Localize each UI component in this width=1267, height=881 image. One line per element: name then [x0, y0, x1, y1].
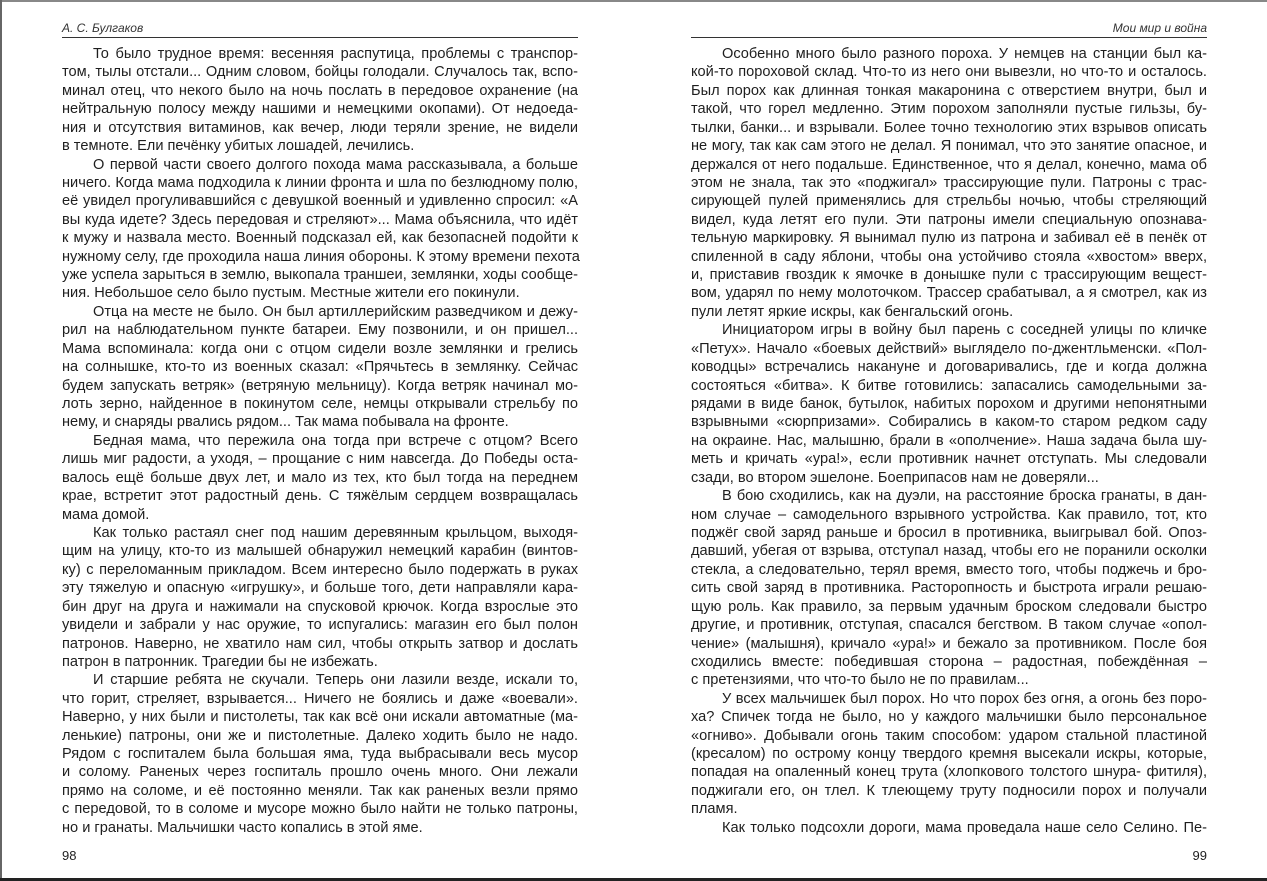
- text-line: ха? Спичек тогда не было, но у каждого мальчишки было персональное: [691, 709, 1207, 726]
- text-line: эту тяжелую и опасную «игрушку», и больше того, дети направляли кара-: [62, 580, 578, 597]
- text-line: щим на улицу, кто-то из малышей обнаружил немецкий карабин (винтов-: [62, 543, 578, 560]
- text-line: такой, что горел медленно. Этим порохом заполняли пустые гильзы, бу-: [691, 101, 1207, 118]
- text-line: сзади, во втором эшелоне. Боеприпасов нам не доверяли...: [691, 469, 1099, 486]
- text-line: ном случае – самодельного взрывного устройства. Как правило, тот, кто: [691, 506, 1207, 523]
- text-line: в темноте. Ели печёнку убитых лошадей, лечились.: [62, 138, 415, 155]
- text-line: сирующей пулей применялись для стрельбы ночью, чтобы стреляющий: [691, 193, 1207, 210]
- text-line: ния и отсутствия витаминов, как вечер, люди теряли зрение, не видели: [62, 119, 578, 136]
- text-line: и, приставив гвоздик к ямочке в донышке пули с трассирующим вещест-: [691, 267, 1207, 284]
- text-line: вы куда идете? Здесь передовая и стреляют»... Мама объяснила, что идёт: [62, 211, 578, 228]
- page-frame-left: [0, 0, 2, 881]
- text-line: ничего. Когда мама подходила к линии фронта и шла по безлюдному полю,: [62, 174, 578, 191]
- text-line: с передовой, то в соломе и мусоре можно было найти не только патроны,: [62, 801, 578, 818]
- running-head-author: А. С. Булгаков: [62, 21, 144, 35]
- text-line: попадая на опаленный конец трута (хлопкового толстого шнура- фитиля),: [691, 764, 1207, 781]
- header-rule: [62, 37, 578, 38]
- text-line: спиленной в саду яблони, чтобы она устойчиво стояла «хвостом» вверх,: [691, 248, 1207, 265]
- text-line: Мама вспоминала: когда они с отцом сидели возле землянки и грелись: [62, 340, 578, 357]
- text-line: валось ещё больше двух лет, и мало из тех, кто был тогда на переднем: [62, 469, 578, 486]
- text-line: лишь миг радости, а уходя, – прощание с ним навсегда. До Победы оста-: [62, 451, 578, 468]
- text-line: уже успела зарыться в землю, выкопала траншеи, землянки, ходы сообще-: [62, 267, 578, 284]
- text-line: (кресалом) по острому концу твердого кремня высекали искры, которые,: [691, 746, 1207, 763]
- text-line: меть и кричать «ура!», если противник начнет отступать. Мы следовали: [691, 451, 1207, 468]
- text-line: рядами в виде банок, бутылок, набитых порохом и другими непонятными: [691, 396, 1207, 413]
- running-head-title: Мои мир и война: [1112, 21, 1207, 35]
- text-line: пули летят яркие искры, как бенгальский огонь.: [691, 303, 1014, 320]
- paragraph: [62, 45, 578, 156]
- text-line: лоть зерно, найденное в покинутом селе, немцы открывали стрельбу по: [62, 396, 578, 413]
- right-page: [691, 0, 1207, 881]
- text-line: минал отец, что некого было на ночь послать в передовое охранение (на: [62, 82, 578, 99]
- page-number: 99: [1192, 848, 1207, 863]
- paragraph: [62, 303, 578, 432]
- left-page: [62, 0, 578, 881]
- text-line: Рядом с госпиталем была большая яма, туда выбрасывали весь мусор: [62, 746, 578, 763]
- text-line: с претензиями, что что-то было не по правилам...: [691, 672, 1029, 689]
- text-line: кой-то пороховой склад. Что-то из него они вывезли, но что-то и осталось.: [691, 64, 1207, 81]
- text-line: «огниво». Добывали огонь таким способом: ударом стальной пластиной: [691, 727, 1207, 744]
- text-line: но и гранаты. Мальчишки часто копались в этой яме.: [62, 819, 423, 836]
- text-line: рил на наблюдательном пункте батареи. Ему позвонили, и он пришел...: [62, 322, 578, 339]
- text-line: крае, встретит этот радостный день. С тяжёлым сердцем возвращалась: [62, 488, 578, 505]
- paragraph: [691, 321, 1207, 487]
- text-line: давший, убегая от взрыва, отступал назад, чтобы его не поранили осколки: [691, 543, 1207, 560]
- page-body: [691, 45, 1207, 837]
- text-line: стекла, а следовательно, терял время, вместо того, чтобы поджечь и бро-: [691, 561, 1207, 578]
- text-line: поджёг свой заряд раньше и бросил в противника, выигрывал бой. Опоз-: [691, 524, 1207, 541]
- text-line: её увидел прогуливавшийся с девушкой военный и удивленно спросил: «А: [62, 193, 578, 210]
- text-line: Отца на месте не было. Он был артиллерийским разведчиком и дежу-: [93, 303, 578, 320]
- text-line: Был порох как длинная тонкая макаронина с отверстием внутри, был и: [691, 82, 1207, 99]
- text-line: этом не знала, так это «поджигал» трассирующие пули. Патроны с трас-: [691, 174, 1207, 191]
- text-line: сходились вместе: победившая сторона – радостная, побеждённая –: [691, 653, 1207, 670]
- text-line: нему, и снаряды рвались рядом... Так мама побывала на фронте.: [62, 414, 509, 431]
- text-line: ководцы» встречались накануне и договаривались, где и когда должна: [691, 359, 1207, 376]
- text-line: патрон в патронник. Трагедии бы не избежать.: [62, 653, 378, 670]
- text-line: нейтральную полосу между нашими и немецкими окопами). От недоеда-: [62, 101, 578, 118]
- paragraph: [691, 690, 1207, 819]
- text-line: видел, куда летят его пули. Эти патроны имели специальную опознава-: [691, 211, 1207, 228]
- paragraph: [62, 671, 578, 837]
- text-line: поджигали его, он тлел. К тлеющему труту подносили порох и получали: [691, 782, 1207, 799]
- text-line: к мужу и назвала место. Военный подсказал ей, как безопасней подойти к: [62, 230, 578, 247]
- paragraph: [62, 432, 578, 524]
- text-line: взрывными «сюрпризами». Собирались в каком-то старом редком саду: [691, 414, 1207, 431]
- text-line: не могу, так как сам этого не делал. Я понимал, что это занятие опасное, и: [691, 138, 1207, 155]
- text-line: другие, и противник, отступая, спасался бегством. В таком случае «опол-: [691, 617, 1207, 634]
- text-line: Бедная мама, что пережила она тогда при встрече с отцом? Всего: [93, 432, 578, 449]
- text-line: И старшие ребята не скучали. Теперь они лазили везде, искали то,: [93, 672, 578, 689]
- text-line: нужному селу, где проходила наша линия обороны. К этому времени пехота: [62, 248, 580, 265]
- text-line: что горит, стреляет, взрывается... Ничего не боялись и даже «воевали».: [62, 690, 578, 707]
- text-line: на солнышке, кто-то из военных сказал: «Прячьтесь в землянку. Сейчас: [62, 359, 578, 376]
- text-line: тельную маркировку. Я вынимал пулю из патрона и забивал её в пенёк от: [691, 230, 1207, 247]
- text-line: ленькие) патроны, они же и пистолетные. Далеко ходить было не надо.: [62, 727, 578, 744]
- header-rule: [691, 37, 1207, 38]
- paragraph: [62, 524, 578, 671]
- paragraph: [691, 45, 1207, 321]
- text-line: бин друг на друга и нажимали на спусковой крючок. Когда взрослые это: [62, 598, 578, 615]
- text-line: ку) с переломанным прикладом. Всем интересно было подержать в руках: [62, 561, 578, 578]
- text-line: держался от него подальше. Единственное, что я делал, конечно, мама об: [691, 156, 1207, 173]
- text-line: том, тылы отстали... Одним словом, бойцы голодали. Случалось так, вспо-: [62, 64, 578, 81]
- text-line: состояться «битва». К битве готовились: запасались самодельными за-: [691, 377, 1207, 394]
- page-body: [62, 45, 578, 837]
- text-line: Инициатором игры в войну был парень с соседней улицы по кличке: [722, 322, 1207, 339]
- text-line: пламя.: [691, 801, 738, 818]
- text-line: То было трудное время: весенняя распутица, проблемы с транспор-: [93, 46, 578, 62]
- text-line: Как только подсохли дороги, мама проведала наше село Селино. Пе-: [722, 819, 1207, 836]
- text-line: сить свой заряд в противника. Расторопность и быстрота играли решаю-: [691, 580, 1207, 597]
- text-line: О первой части своего долгого похода мама рассказывала, а больше: [93, 156, 578, 173]
- text-line: мама домой.: [62, 506, 150, 523]
- text-line: будем запускать ветряк» (ветряную мельницу). Когда ветряк начинал мо-: [62, 377, 578, 394]
- text-line: щую роль. Как правило, за первым удачным броском следовали быстро: [691, 598, 1207, 615]
- text-line: на окраине. Нас, малышню, брали в «ополчение». Наша задача была шу-: [691, 432, 1207, 449]
- paragraph: [62, 156, 578, 303]
- text-line: тылки, банки... и взрывали. Более точно технологию этих взрывов описать: [691, 119, 1207, 136]
- text-line: Как только растаял снег под нашим деревянным крыльцом, выходя-: [93, 524, 578, 541]
- text-line: и солому. Раненых через госпиталь прошло очень много. Они лежали: [62, 764, 578, 781]
- text-line: вом, ударял по нему молоточком. Трассер срабатывал, а я смотрел, как из: [691, 285, 1207, 302]
- text-line: В бою сходились, как на дуэли, на расстояние броска гранаты, в дан-: [722, 488, 1207, 505]
- page-number: 98: [62, 848, 77, 863]
- text-line: У всех мальчишек был порох. Но что порох без огня, а огонь без поро-: [722, 690, 1207, 707]
- text-line: «Петух». Начало «боевых действий» выглядело по-джентльменски. «Пол-: [691, 340, 1207, 357]
- text-line: патронов. Наверно, не хватило нам сил, чтобы открыть затвор и дослать: [62, 635, 578, 652]
- text-line: Особенно много было разного пороха. У немцев на станции был ка-: [722, 46, 1207, 62]
- text-line: Наверно, у них были и пистолеты, так как всё они искали автоматные (ма-: [62, 709, 578, 726]
- paragraph: [691, 819, 1207, 837]
- text-line: увидели и забрали у нас оружие, то испугались: магазин его был полон: [62, 617, 578, 634]
- paragraph: [691, 487, 1207, 690]
- text-line: прямо на соломе, и её постоянно меняли. Так как раненых везли прямо: [62, 782, 578, 799]
- text-line: чение» (малышня), кричало «ура!» и бежало за противником. После боя: [691, 635, 1207, 652]
- text-line: ния. Небольшое село было пустым. Местные жители его покинули.: [62, 285, 520, 302]
